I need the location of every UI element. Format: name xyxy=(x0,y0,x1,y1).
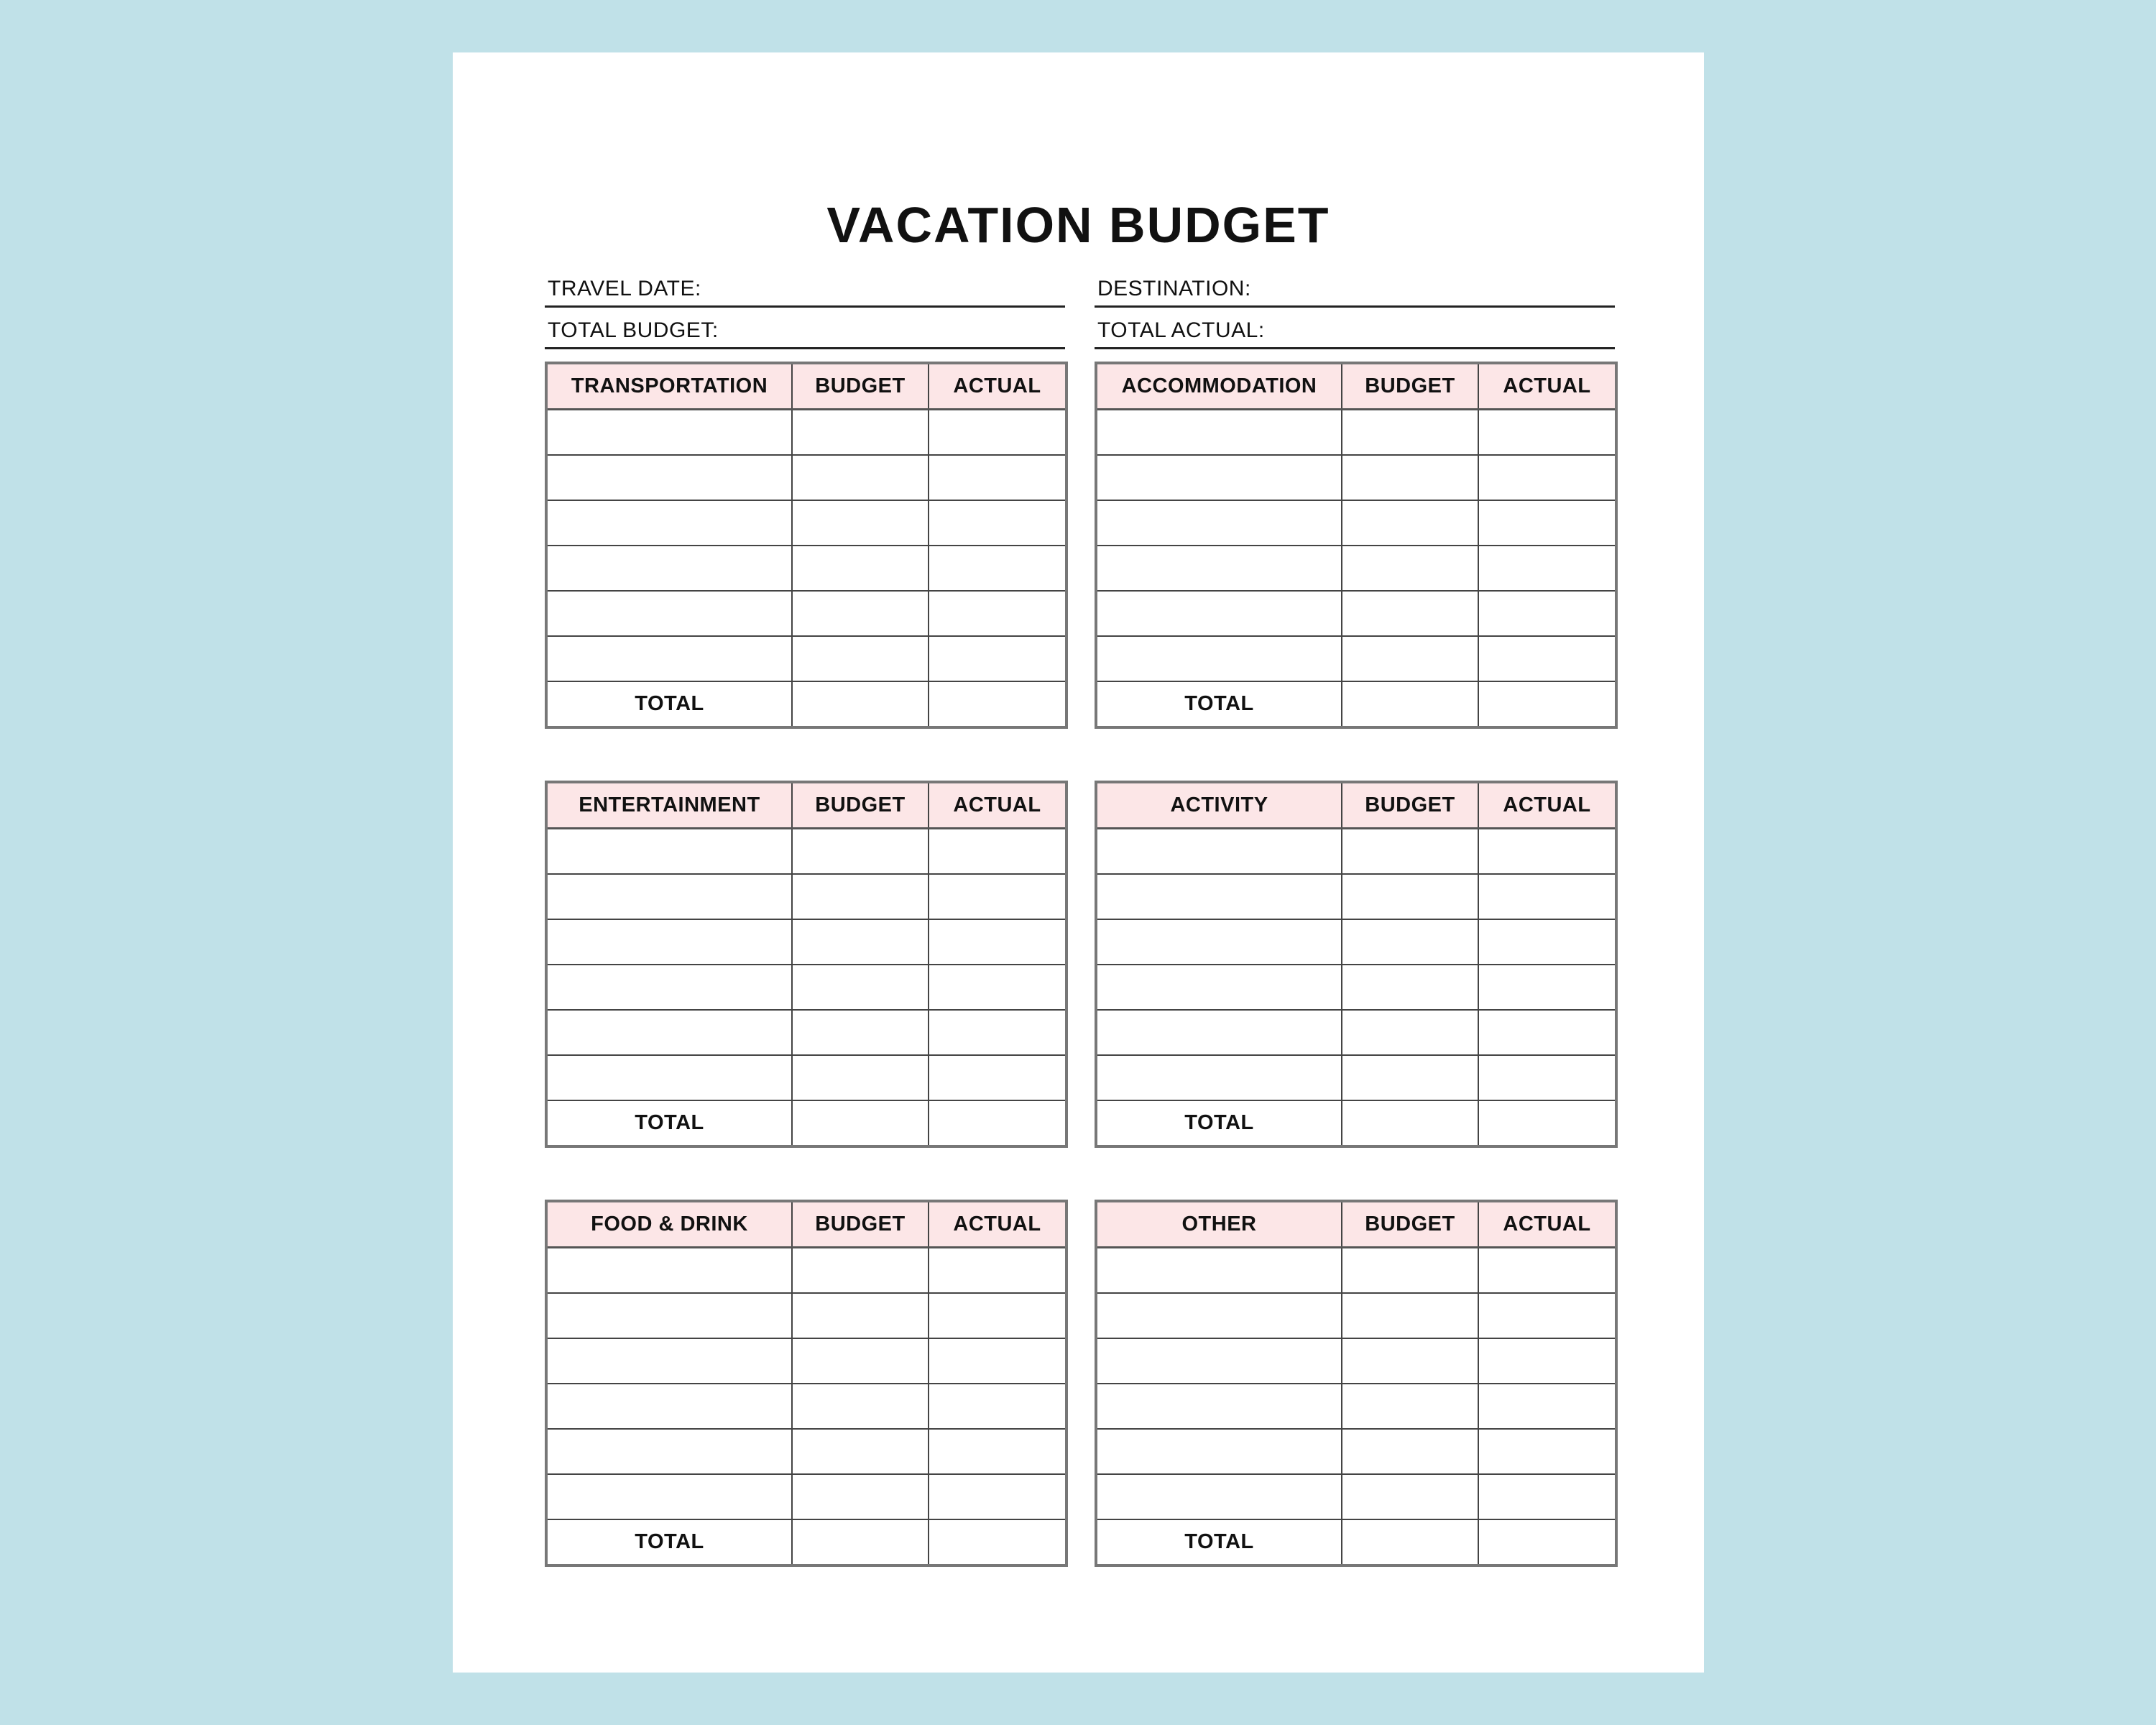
table-row xyxy=(546,591,1067,636)
budget-cell[interactable] xyxy=(792,1010,929,1055)
total-budget-cell[interactable] xyxy=(792,681,929,727)
budget-table-2 xyxy=(545,781,1068,1148)
item-cell[interactable] xyxy=(1096,1429,1342,1474)
actual-cell[interactable] xyxy=(929,455,1067,500)
actual-cell[interactable] xyxy=(929,1055,1067,1100)
item-cell[interactable] xyxy=(546,965,792,1010)
total-row xyxy=(546,1519,1067,1565)
budget-cell[interactable] xyxy=(792,874,929,919)
actual-cell[interactable] xyxy=(929,1010,1067,1055)
actual-cell[interactable] xyxy=(929,1248,1067,1294)
total-label: TOTAL xyxy=(546,1519,792,1565)
budget-cell[interactable] xyxy=(792,1384,929,1429)
table-row xyxy=(546,455,1067,500)
item-cell[interactable] xyxy=(1096,874,1342,919)
table-row xyxy=(1096,919,1616,965)
item-cell[interactable] xyxy=(546,546,792,591)
total-budget-cell[interactable] xyxy=(1342,681,1478,727)
actual-cell[interactable] xyxy=(1478,1055,1616,1100)
actual-cell[interactable] xyxy=(1478,1010,1616,1055)
actual-cell[interactable] xyxy=(1478,1248,1616,1294)
actual-cell[interactable] xyxy=(1478,1338,1616,1384)
item-cell[interactable] xyxy=(546,919,792,965)
section-name: TRANSPORTATION xyxy=(546,363,792,410)
item-cell[interactable] xyxy=(546,1010,792,1055)
table-row xyxy=(546,636,1067,681)
section-name: OTHER xyxy=(1096,1201,1342,1248)
actual-cell[interactable] xyxy=(1478,829,1616,875)
budget-cell[interactable] xyxy=(792,500,929,546)
budget-column-header: BUDGET xyxy=(792,1201,929,1248)
budget-cell[interactable] xyxy=(1342,455,1478,500)
budget-cell[interactable] xyxy=(792,1429,929,1474)
item-cell[interactable] xyxy=(546,1338,792,1384)
budget-cell[interactable] xyxy=(1342,919,1478,965)
section-name: ACCOMMODATION xyxy=(1096,363,1342,410)
actual-cell[interactable] xyxy=(929,919,1067,965)
table-header-row xyxy=(1096,363,1616,410)
table-header-row xyxy=(546,363,1067,410)
item-cell[interactable] xyxy=(546,874,792,919)
item-cell[interactable] xyxy=(1096,965,1342,1010)
travel-date-field[interactable] xyxy=(545,268,1065,308)
item-cell[interactable] xyxy=(546,1384,792,1429)
budget-column-header: BUDGET xyxy=(1342,1201,1478,1248)
budget-cell[interactable] xyxy=(1342,1429,1478,1474)
table-row xyxy=(546,919,1067,965)
budget-cell[interactable] xyxy=(1342,500,1478,546)
budget-cell[interactable] xyxy=(792,591,929,636)
table-row xyxy=(1096,1429,1616,1474)
page-title: VACATION BUDGET xyxy=(826,197,1330,253)
item-cell[interactable] xyxy=(546,1055,792,1100)
budget-column-header: BUDGET xyxy=(792,782,929,829)
section-name: ACTIVITY xyxy=(1096,782,1342,829)
budget-table-4 xyxy=(545,1200,1068,1567)
table-row xyxy=(546,1248,1067,1294)
budget-table-5 xyxy=(1095,1200,1618,1567)
actual-cell[interactable] xyxy=(1478,919,1616,965)
total-budget-cell[interactable] xyxy=(792,1519,929,1565)
actual-cell[interactable] xyxy=(929,829,1067,875)
section-name: FOOD & DRINK xyxy=(546,1201,792,1248)
total-actual-cell[interactable] xyxy=(1478,1100,1616,1146)
budget-cell[interactable] xyxy=(1342,874,1478,919)
table-row xyxy=(1096,636,1616,681)
table-row xyxy=(1096,1338,1616,1384)
item-cell[interactable] xyxy=(546,636,792,681)
actual-cell[interactable] xyxy=(929,500,1067,546)
budget-cell[interactable] xyxy=(1342,829,1478,875)
actual-cell[interactable] xyxy=(929,1474,1067,1519)
actual-cell[interactable] xyxy=(1478,874,1616,919)
table-row xyxy=(1096,455,1616,500)
table-row xyxy=(1096,546,1616,591)
table-row xyxy=(1096,965,1616,1010)
budget-sheet xyxy=(453,52,1704,1673)
actual-cell[interactable] xyxy=(929,1293,1067,1338)
item-cell[interactable] xyxy=(546,500,792,546)
actual-column-header: ACTUAL xyxy=(929,782,1067,829)
total-row xyxy=(1096,1100,1616,1146)
total-actual-cell[interactable] xyxy=(929,1519,1067,1565)
section-name: ENTERTAINMENT xyxy=(546,782,792,829)
table-header-row xyxy=(546,782,1067,829)
budget-cell[interactable] xyxy=(1342,410,1478,456)
total-label: TOTAL xyxy=(546,1100,792,1146)
destination-label: DESTINATION: xyxy=(1097,277,1251,300)
budget-cell[interactable] xyxy=(792,1248,929,1294)
total-label: TOTAL xyxy=(1096,1519,1342,1565)
budget-cell[interactable] xyxy=(1342,1248,1478,1294)
total-label: TOTAL xyxy=(546,681,792,727)
budget-cell[interactable] xyxy=(1342,636,1478,681)
table-row xyxy=(1096,874,1616,919)
budget-cell[interactable] xyxy=(1342,591,1478,636)
actual-cell[interactable] xyxy=(1478,1384,1616,1429)
total-actual-cell[interactable] xyxy=(1478,1519,1616,1565)
actual-cell[interactable] xyxy=(929,410,1067,456)
budget-table-3 xyxy=(1095,781,1618,1148)
table-row xyxy=(546,410,1067,456)
item-cell[interactable] xyxy=(1096,636,1342,681)
table-row xyxy=(546,965,1067,1010)
actual-cell[interactable] xyxy=(1478,1474,1616,1519)
budget-cell[interactable] xyxy=(792,829,929,875)
actual-column-header: ACTUAL xyxy=(1478,1201,1616,1248)
budget-cell[interactable] xyxy=(1342,1474,1478,1519)
item-cell[interactable] xyxy=(546,1293,792,1338)
item-cell[interactable] xyxy=(1096,591,1342,636)
total-row xyxy=(1096,1519,1616,1565)
actual-cell[interactable] xyxy=(1478,455,1616,500)
budget-column-header: BUDGET xyxy=(792,363,929,410)
budget-cell[interactable] xyxy=(1342,1293,1478,1338)
table-row xyxy=(1096,410,1616,456)
actual-cell[interactable] xyxy=(1478,410,1616,456)
item-cell[interactable] xyxy=(1096,455,1342,500)
budget-table-0 xyxy=(545,362,1068,729)
budget-column-header: BUDGET xyxy=(1342,363,1478,410)
actual-cell[interactable] xyxy=(1478,591,1616,636)
budget-cell[interactable] xyxy=(1342,1338,1478,1384)
budget-cell[interactable] xyxy=(1342,1055,1478,1100)
actual-cell[interactable] xyxy=(929,1384,1067,1429)
total-actual-cell[interactable] xyxy=(1478,681,1616,727)
total-budget-label: TOTAL BUDGET: xyxy=(548,318,719,342)
destination-field[interactable] xyxy=(1095,268,1615,308)
actual-column-header: ACTUAL xyxy=(1478,363,1616,410)
budget-cell[interactable] xyxy=(792,1474,929,1519)
table-header-row xyxy=(1096,782,1616,829)
table-row xyxy=(546,1293,1067,1338)
table-row xyxy=(546,1010,1067,1055)
actual-cell[interactable] xyxy=(929,965,1067,1010)
total-budget-cell[interactable] xyxy=(792,1100,929,1146)
actual-cell[interactable] xyxy=(929,636,1067,681)
table-row xyxy=(546,500,1067,546)
total-actual-cell[interactable] xyxy=(929,681,1067,727)
item-cell[interactable] xyxy=(1096,1248,1342,1294)
item-cell[interactable] xyxy=(546,1248,792,1294)
item-cell[interactable] xyxy=(546,591,792,636)
table-row xyxy=(1096,1010,1616,1055)
total-budget-field[interactable] xyxy=(545,308,1065,349)
table-row xyxy=(546,1384,1067,1429)
table-row xyxy=(1096,1248,1616,1294)
budget-cell[interactable] xyxy=(1342,965,1478,1010)
budget-cell[interactable] xyxy=(1342,1384,1478,1429)
item-cell[interactable] xyxy=(546,410,792,456)
item-cell[interactable] xyxy=(1096,1474,1342,1519)
budget-cell[interactable] xyxy=(792,919,929,965)
item-cell[interactable] xyxy=(1096,500,1342,546)
actual-cell[interactable] xyxy=(1478,1429,1616,1474)
total-budget-cell[interactable] xyxy=(1342,1519,1478,1565)
item-cell[interactable] xyxy=(1096,1338,1342,1384)
budget-cell[interactable] xyxy=(792,455,929,500)
total-row xyxy=(546,1100,1067,1146)
table-header-row xyxy=(546,1201,1067,1248)
item-cell[interactable] xyxy=(546,1474,792,1519)
budget-cell[interactable] xyxy=(792,1055,929,1100)
budget-cell[interactable] xyxy=(792,546,929,591)
table-row xyxy=(1096,591,1616,636)
budget-cell[interactable] xyxy=(792,636,929,681)
table-row xyxy=(1096,1474,1616,1519)
table-row xyxy=(546,874,1067,919)
item-cell[interactable] xyxy=(546,455,792,500)
item-cell[interactable] xyxy=(1096,1010,1342,1055)
item-cell[interactable] xyxy=(1096,1293,1342,1338)
actual-cell[interactable] xyxy=(929,591,1067,636)
total-row xyxy=(546,681,1067,727)
item-cell[interactable] xyxy=(1096,546,1342,591)
table-row xyxy=(1096,1384,1616,1429)
actual-cell[interactable] xyxy=(1478,636,1616,681)
item-cell[interactable] xyxy=(1096,829,1342,875)
table-row xyxy=(546,829,1067,875)
total-label: TOTAL xyxy=(1096,1100,1342,1146)
table-row xyxy=(546,1474,1067,1519)
budget-cell[interactable] xyxy=(792,410,929,456)
actual-cell[interactable] xyxy=(929,1429,1067,1474)
actual-cell[interactable] xyxy=(1478,500,1616,546)
item-cell[interactable] xyxy=(546,829,792,875)
table-row xyxy=(1096,500,1616,546)
actual-column-header: ACTUAL xyxy=(1478,782,1616,829)
table-row xyxy=(546,1055,1067,1100)
budget-column-header: BUDGET xyxy=(1342,782,1478,829)
item-cell[interactable] xyxy=(1096,410,1342,456)
table-header-row xyxy=(1096,1201,1616,1248)
travel-date-label: TRAVEL DATE: xyxy=(548,277,701,300)
actual-cell[interactable] xyxy=(929,1338,1067,1384)
budget-table-1 xyxy=(1095,362,1618,729)
table-row xyxy=(546,1429,1067,1474)
item-cell[interactable] xyxy=(1096,1384,1342,1429)
actual-column-header: ACTUAL xyxy=(929,1201,1067,1248)
total-budget-cell[interactable] xyxy=(1342,1100,1478,1146)
total-label: TOTAL xyxy=(1096,681,1342,727)
budget-cell[interactable] xyxy=(1342,1010,1478,1055)
budget-cell[interactable] xyxy=(792,965,929,1010)
table-row xyxy=(1096,1293,1616,1338)
item-cell[interactable] xyxy=(1096,1055,1342,1100)
total-row xyxy=(1096,681,1616,727)
table-row xyxy=(546,1338,1067,1384)
actual-cell[interactable] xyxy=(1478,546,1616,591)
actual-cell[interactable] xyxy=(1478,965,1616,1010)
actual-cell[interactable] xyxy=(1478,1293,1616,1338)
budget-cell[interactable] xyxy=(1342,546,1478,591)
actual-cell[interactable] xyxy=(929,874,1067,919)
budget-cell[interactable] xyxy=(792,1293,929,1338)
item-cell[interactable] xyxy=(546,1429,792,1474)
total-actual-field[interactable] xyxy=(1095,308,1615,349)
total-actual-cell[interactable] xyxy=(929,1100,1067,1146)
item-cell[interactable] xyxy=(1096,919,1342,965)
table-row xyxy=(546,546,1067,591)
actual-column-header: ACTUAL xyxy=(929,363,1067,410)
table-row xyxy=(1096,1055,1616,1100)
budget-cell[interactable] xyxy=(792,1338,929,1384)
actual-cell[interactable] xyxy=(929,546,1067,591)
table-row xyxy=(1096,829,1616,875)
total-actual-label: TOTAL ACTUAL: xyxy=(1097,318,1265,342)
